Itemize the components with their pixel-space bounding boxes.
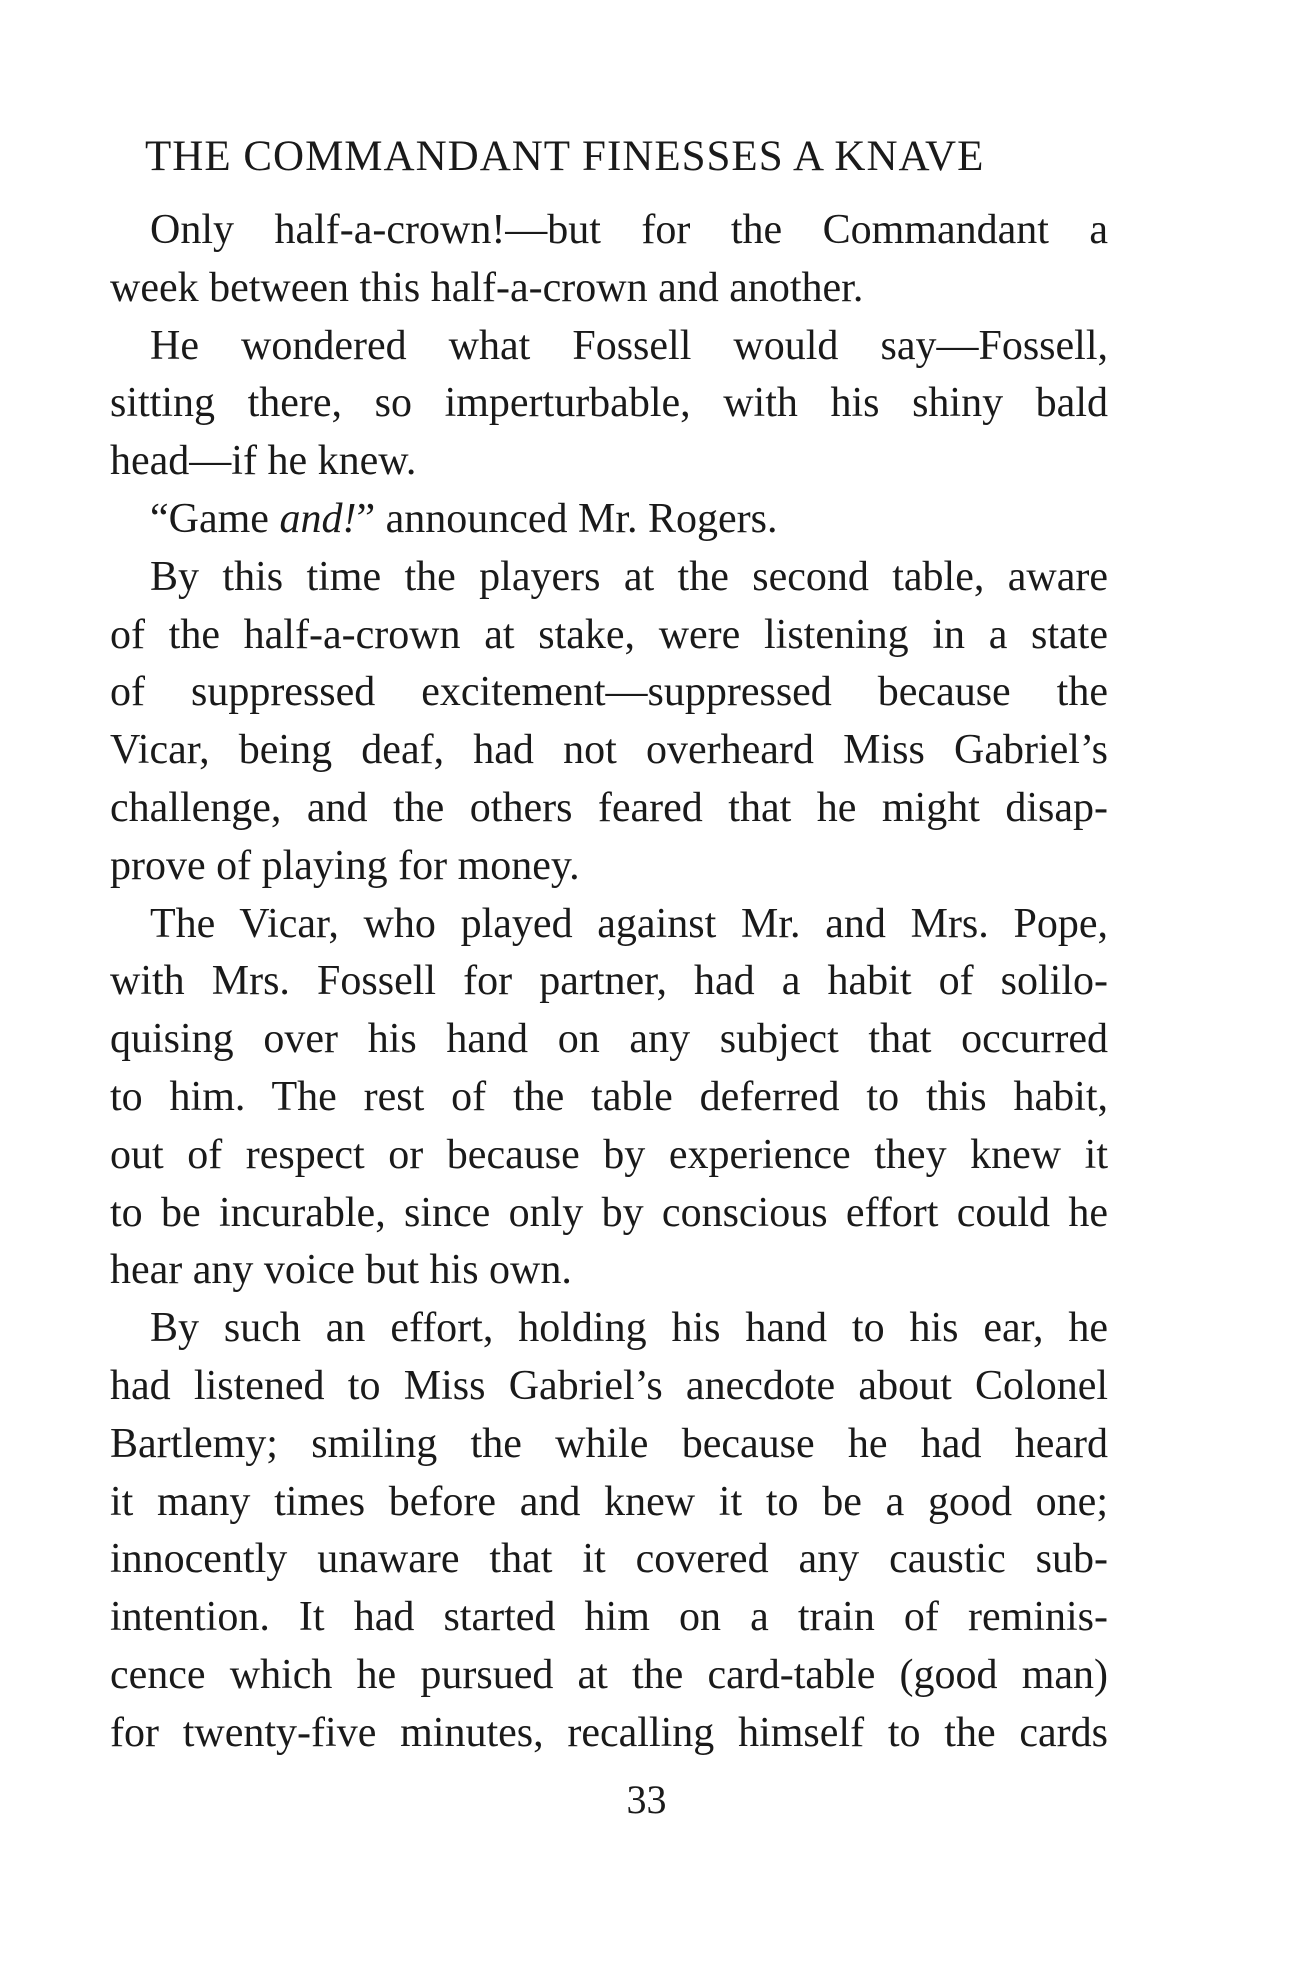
page-number: 33 [626, 1777, 667, 1822]
text-line: had listened to Miss Gabriel’s anecdote about Colonel [110, 1362, 1108, 1409]
text-line: out of respect or because by experience they knew it [110, 1131, 1108, 1178]
text-line: week between this half-a-crown and another. [110, 264, 864, 311]
text-line: to him. The rest of the table deferred to this habit, [110, 1073, 1108, 1120]
emphasis-text: and! [279, 495, 357, 542]
text-line: sitting there, so imperturbable, with his shiny bald [110, 380, 1108, 427]
text-line: cence which he pursued at the card-table (good man) [110, 1651, 1108, 1698]
text-line: He wondered what Fossell would say—Fossell, [150, 322, 1108, 369]
text-line: By such an effort, holding his hand to his ear, he [150, 1305, 1108, 1352]
text-line: Vicar, being deaf, had not overheard Miss Gabriel’s [110, 727, 1108, 774]
body-text [110, 202, 1108, 1763]
text-line: innocently unaware that it covered any caustic sub- [110, 1536, 1108, 1583]
text-line: hear any voice but his own. [110, 1247, 572, 1294]
text-line: of the half-a-crown at stake, were listening in a state [110, 611, 1108, 658]
text-line: prove of playing for money. [110, 842, 580, 889]
text-line: for twenty-five minutes, recalling himself to the cards [110, 1709, 1108, 1756]
text-line: intention. It had started him on a train of reminis- [110, 1594, 1108, 1641]
text-line: Only half-a-crown!—but for the Commandant a [150, 207, 1108, 253]
text-line: challenge, and the others feared that he might disap- [110, 784, 1108, 831]
text-line: head—if he knew. [110, 438, 417, 485]
text-line: By this time the players at the second table, aware [150, 553, 1108, 600]
text-line: The Vicar, who played against Mr. and Mrs. Pope, [150, 900, 1108, 947]
text-line: to be incurable, since only by conscious effort could he [110, 1189, 1108, 1236]
text-line: quising over his hand on any subject that occurred [110, 1016, 1108, 1063]
running-head: THE COMMANDANT FINESSES A KNAVE [145, 133, 985, 180]
text-line: Bartlemy; smiling the while because he had heard [110, 1420, 1108, 1467]
text-line: it many times before and knew it to be a good one; [110, 1478, 1108, 1525]
text-line: with Mrs. Fossell for partner, had a habit of solilo- [110, 958, 1108, 1005]
text-line: “Game and!” announced Mr. Rogers. [150, 495, 778, 542]
text-line: of suppressed excitement—suppressed because the [110, 669, 1108, 716]
